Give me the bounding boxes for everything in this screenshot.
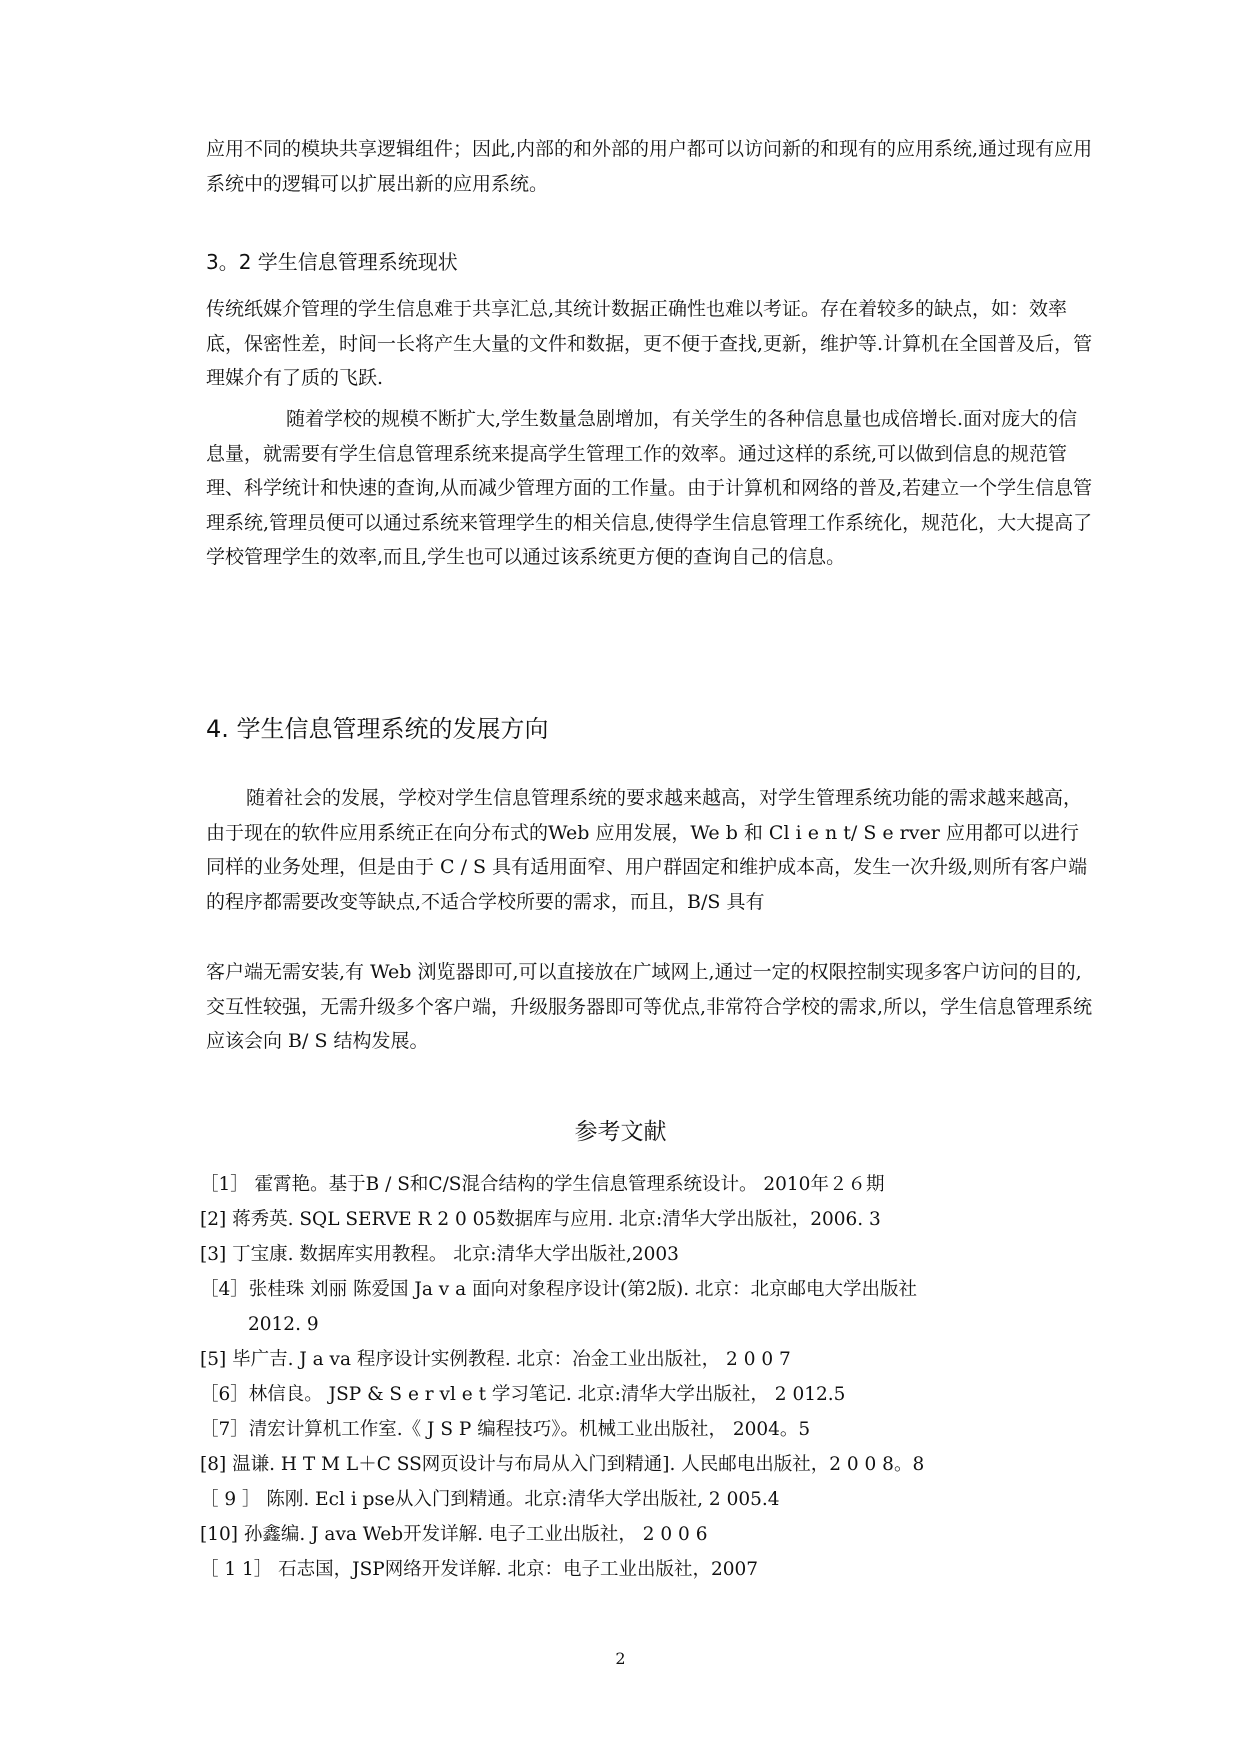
- intro-paragraph: 应用不同的模块共享逻辑组件；因此,内部的和外部的用户都可以访问新的和现有的应用系统,通过现有应用系统中的逻辑可以扩展出新的应用系统。: [206, 138, 1093, 195]
- reference-item: ［7］清宏计算机工作室.《 J S P 编程技巧》。机械工业出版社， 2004。5: [200, 1419, 811, 1440]
- page-number: 2: [615, 1649, 626, 1668]
- section-3-2-paragraph-1: 传统纸媒介管理的学生信息难于共享汇总,其统计数据正确性也难以考证。存在着较多的缺点，如：效率底，保密性差，时间一长将产生大量的文件和数据，更不便于查找,更新，维护等.计算机在全国普及后，管理媒介有了质的飞跃.: [206, 298, 1093, 389]
- reference-item: ［ 9 ］ 陈刚. Ecl i pse从入门到精通。北京:清华大学出版社, 2 005.4: [200, 1489, 780, 1510]
- references-heading: 参考文献: [574, 1119, 667, 1145]
- section-4-heading: 4. 学生信息管理系统的发展方向: [206, 715, 549, 743]
- reference-item: ［4］张桂珠 刘丽 陈爱国 Ja v a 面向对象程序设计(第2版). 北京：北京邮电大学出版社: [200, 1279, 917, 1300]
- reference-item: [8] 温谦. H T M L＋C SS网页设计与布局从入门到精通]. 人民邮电出版社，2 0 0 8。8: [200, 1454, 925, 1475]
- reference-item: ［6］林信良。 JSP & S e r vl e t 学习笔记. 北京:清华大学出版社， 2 012.5: [200, 1384, 846, 1405]
- reference-item: [10] 孙鑫编. J ava Web开发详解. 电子工业出版社， 2 0 0 6: [200, 1524, 708, 1545]
- reference-item: [3] 丁宝康. 数据库实用教程。 北京:清华大学出版社,2003: [200, 1244, 679, 1265]
- reference-list: [200, 1167, 1100, 1587]
- section-4-paragraph-2: 客户端无需安装,有 Web 浏览器即可,可以直接放在广域网上,通过一定的权限控制实现多客户访问的目的,交互性较强，无需升级多个客户端，升级服务器即可等优点,非常符合学校的需求,所以，学生信息管理系统应该会向 B/ S 结构发展。: [206, 961, 1093, 1052]
- section-3-2-paragraph-2: 随着学校的规模不断扩大,学生数量急剧增加，有关学生的各种信息量也成倍增长.面对庞大的信息量，就需要有学生信息管理系统来提高学生管理工作的效率。通过这样的系统,可以做到信息的规范管理、科学统计和快速的查询,从而减少管理方面的工作量。由于计算机和网络的普及,若建立一个学生信息管理系统,管理员便可以通过系统来管理学生的相关信息,使得学生信息管理工作系统化，规范化，大大提高了学校管理学生的效率,而且,学生也可以通过该系统更方便的查询自己的信息。: [206, 408, 1093, 568]
- reference-item: [5] 毕广吉. J a va 程序设计实例教程. 北京：冶金工业出版社， 2 0 0 7: [200, 1349, 791, 1370]
- section-4-paragraph-1: 随着社会的发展，学校对学生信息管理系统的要求越来越高，对学生管理系统功能的需求越来越高，由于现在的软件应用系统正在向分布式的Web 应用发展，We b 和 Cl i e n t/ S e rver 应用都可以进行同样的业务处理，但是由于 C / S 具有适用面窄、用户群固定和维护成本高，发生一次升级,则所有客户端的程序都需要改变等缺点,不适合学校所要的需求，而且，B/S 具有: [206, 787, 1088, 913]
- reference-item-continuation: 2012. 9: [248, 1314, 319, 1335]
- reference-item: ［1］ 霍霄艳。基于B / S和C/S混合结构的学生信息管理系统设计。 2010年２６期: [200, 1174, 885, 1195]
- reference-item: ［ 1 1］ 石志国，JSP网络开发详解. 北京：电子工业出版社，2007: [200, 1559, 759, 1580]
- section-3-2-heading: 3。2 学生信息管理系统现状: [206, 250, 458, 274]
- reference-item: [2] 蒋秀英. SQL SERVE R 2 0 05数据库与应用. 北京:清华大学出版社，2006. 3: [200, 1209, 881, 1230]
